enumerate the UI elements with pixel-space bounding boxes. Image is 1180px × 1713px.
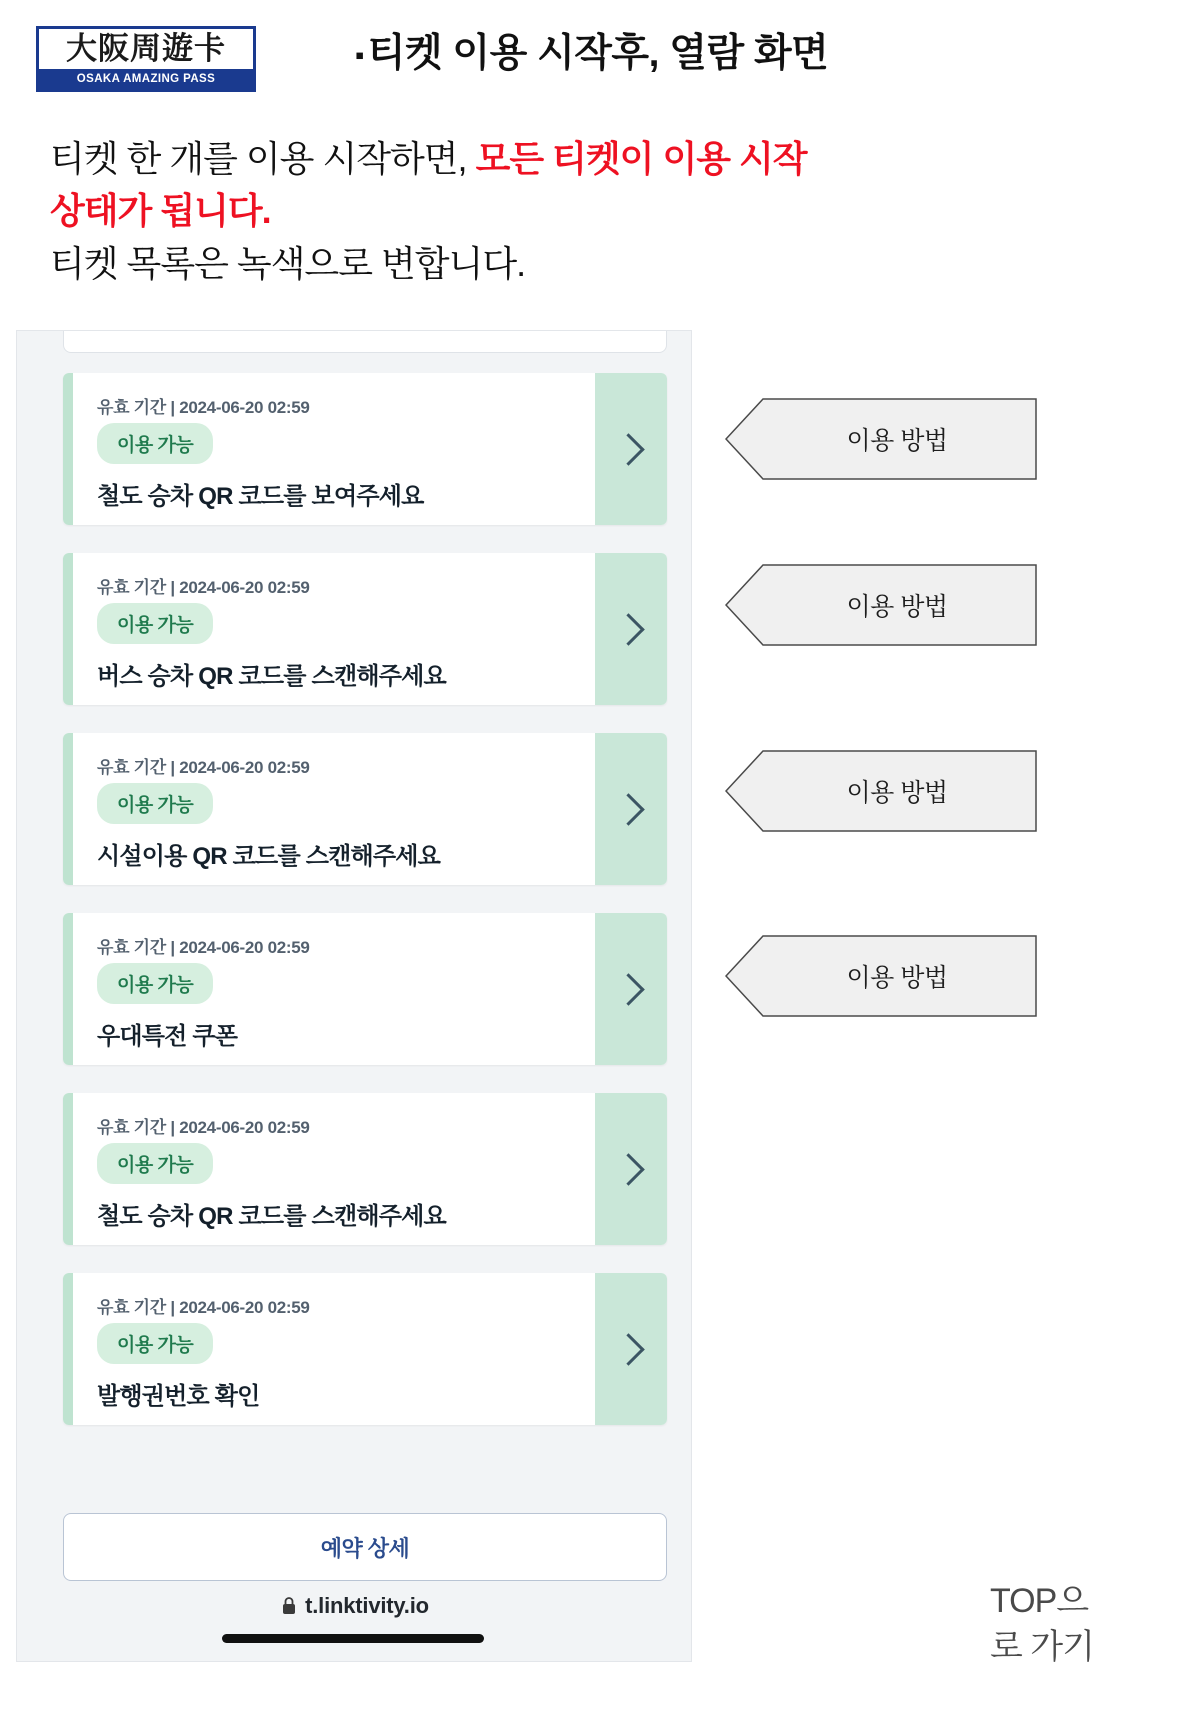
ticket-valid-period: 유효 기간 | 2024-06-20 02:59 — [97, 398, 310, 417]
ticket-card-issue-number[interactable] — [63, 1273, 667, 1425]
callout-usage-method-2 — [725, 564, 1037, 646]
ticket-valid-period: 유효 기간 | 2024-06-20 02:59 — [97, 938, 310, 957]
ticket-open-button[interactable] — [595, 553, 667, 705]
ticket-card-railway-show[interactable] — [63, 373, 667, 525]
callout-label: 이용 방법 — [846, 593, 948, 621]
chevron-right-icon — [612, 433, 645, 466]
status-badge: 이용 가능 — [97, 783, 213, 824]
ticket-open-button[interactable] — [595, 1273, 667, 1425]
ticket-accent-bar — [63, 1093, 73, 1245]
back-to-top-link[interactable] — [990, 1578, 1160, 1670]
ticket-name: 발행권번호 확인 — [97, 1383, 260, 1410]
callout-label: 이용 방법 — [846, 427, 948, 455]
ticket-valid-period: 유효 기간 | 2024-06-20 02:59 — [97, 578, 310, 597]
intro-line1-part1: 티켓 한 개를 이용 시작하면, — [50, 138, 476, 179]
ticket-valid-period: 유효 기간 | 2024-06-20 02:59 — [97, 1298, 310, 1317]
ticket-accent-bar — [63, 1273, 73, 1425]
logo-main-text: 大阪周遊卡 — [39, 29, 253, 69]
status-badge: 이용 가능 — [97, 603, 213, 644]
ticket-valid-period: 유효 기간 | 2024-06-20 02:59 — [97, 758, 310, 777]
home-indicator — [222, 1634, 484, 1643]
bullet-icon: ▪ — [355, 40, 364, 71]
browser-url-bar[interactable] — [17, 1593, 692, 1621]
callout-usage-method-4 — [725, 935, 1037, 1017]
page-header — [0, 0, 1180, 118]
ticket-name: 철도 승차 QR 코드를 보여주세요 — [97, 483, 424, 510]
callout-usage-method-3 — [725, 750, 1037, 832]
intro-line1-highlight: 모든 티켓이 이용 시작 — [475, 138, 807, 179]
callout-usage-method-1 — [725, 398, 1037, 480]
ticket-card-bus-scan[interactable] — [63, 553, 667, 705]
ticket-accent-bar — [63, 913, 73, 1065]
ticket-card-coupon[interactable] — [63, 913, 667, 1065]
page-title-text: 티켓 이용 시작후, 열람 화면 — [367, 32, 829, 75]
intro-line2-highlight: 상태가 됩니다. — [50, 190, 271, 231]
ticket-accent-bar — [63, 733, 73, 885]
intro-line3: 티켓 목록은 녹색으로 변합니다. — [50, 243, 526, 284]
phone-screenshot-panel — [16, 330, 692, 1662]
chevron-right-icon — [612, 973, 645, 1006]
ticket-card-facility-scan[interactable] — [63, 733, 667, 885]
callout-label: 이용 방법 — [846, 779, 948, 807]
callout-label: 이용 방법 — [846, 964, 948, 992]
ticket-name: 시설이용 QR 코드를 스캔해주세요 — [97, 843, 440, 870]
chevron-right-icon — [612, 1153, 645, 1186]
back-to-top-line1: TOP으 — [990, 1582, 1089, 1620]
ticket-open-button[interactable] — [595, 1093, 667, 1245]
lock-icon — [281, 1595, 297, 1621]
chevron-right-icon — [612, 613, 645, 646]
ticket-name: 버스 승차 QR 코드를 스캔해주세요 — [97, 663, 446, 690]
osaka-amazing-pass-logo — [36, 26, 256, 92]
ticket-accent-bar — [63, 373, 73, 525]
chevron-right-icon — [612, 1333, 645, 1366]
ticket-list — [63, 373, 667, 1453]
ticket-valid-period: 유효 기간 | 2024-06-20 02:59 — [97, 1118, 310, 1137]
intro-paragraph — [50, 133, 1110, 237]
back-to-top-line2: 로 가기 — [990, 1628, 1094, 1666]
reservation-detail-button[interactable]: 예약 상세 — [63, 1513, 667, 1581]
status-badge: 이용 가능 — [97, 423, 213, 464]
logo-sub-text: OSAKA AMAZING PASS — [76, 73, 216, 85]
ticket-card-railway-scan[interactable] — [63, 1093, 667, 1245]
status-badge: 이용 가능 — [97, 1323, 213, 1364]
ticket-open-button[interactable] — [595, 733, 667, 885]
chevron-right-icon — [612, 793, 645, 826]
page-title — [355, 22, 828, 78]
ticket-name: 철도 승차 QR 코드를 스캔해주세요 — [97, 1203, 446, 1230]
status-badge: 이용 가능 — [97, 1143, 213, 1184]
partial-card-above — [63, 330, 667, 353]
url-text: t.linktivity.io — [305, 1593, 429, 1618]
ticket-open-button[interactable] — [595, 373, 667, 525]
status-badge: 이용 가능 — [97, 963, 213, 1004]
ticket-name: 우대특전 쿠폰 — [97, 1023, 238, 1050]
ticket-accent-bar — [63, 553, 73, 705]
ticket-open-button[interactable] — [595, 913, 667, 1065]
